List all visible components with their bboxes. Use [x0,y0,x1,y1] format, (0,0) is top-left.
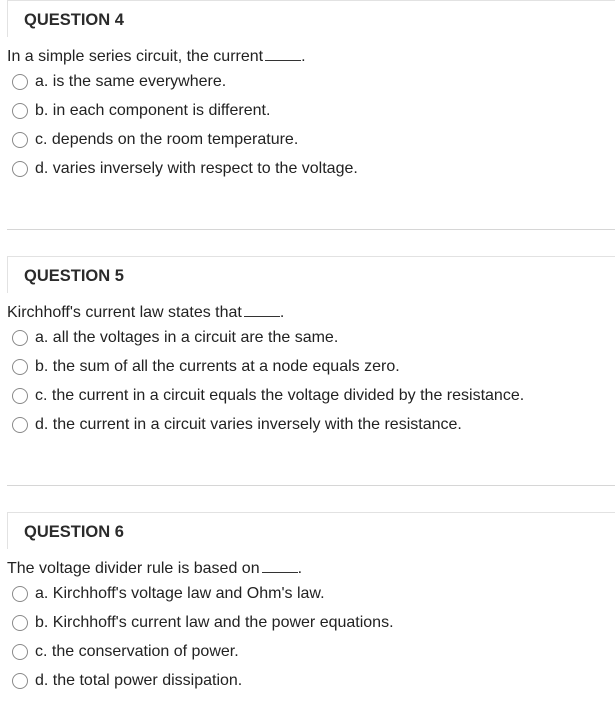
option-a[interactable] [12,582,325,606]
question-divider [7,485,615,486]
option-label: c. depends on the room temperature. [35,131,299,148]
radio-button-icon[interactable] [12,103,28,119]
option-b[interactable] [12,355,400,379]
radio-button-icon[interactable] [12,132,28,148]
answer-blank [265,48,301,61]
question-text: Kirchhoff's current law states that . [7,304,285,321]
option-c[interactable] [12,640,239,664]
option-d[interactable] [12,157,358,181]
option-label: b. Kirchhoff's current law and the power equations. [35,614,394,631]
option-c[interactable] [12,128,298,152]
option-d[interactable] [12,413,462,437]
question-prompt: In a simple series circuit, the current [7,48,264,65]
question-header [7,512,615,549]
question-header [7,256,615,293]
option-a[interactable] [12,70,226,94]
radio-button-icon[interactable] [12,586,28,602]
radio-button-icon[interactable] [12,388,28,404]
question-title: QUESTION 5 [24,267,124,285]
question-title: QUESTION 6 [24,523,124,541]
option-label: c. the conservation of power. [35,643,239,660]
question-text: In a simple series circuit, the current . [7,48,306,65]
answer-blank [244,304,280,317]
option-label: d. varies inversely with respect to the voltage. [35,160,358,177]
radio-button-icon[interactable] [12,615,28,631]
question-prompt: The voltage divider rule is based on [7,560,260,577]
answer-blank [262,560,298,573]
option-label: c. the current in a circuit equals the voltage divided by the resistance. [35,387,525,404]
option-label: d. the current in a circuit varies inversely with the resistance. [35,416,462,433]
option-c[interactable] [12,384,524,408]
option-label: b. the sum of all the currents at a node equals zero. [35,358,400,375]
question-header [7,0,615,37]
option-label: a. Kirchhoff's voltage law and Ohm's law. [35,585,325,602]
option-b[interactable] [12,99,270,123]
radio-button-icon[interactable] [12,417,28,433]
radio-button-icon[interactable] [12,359,28,375]
question-title: QUESTION 4 [24,11,124,29]
radio-button-icon[interactable] [12,330,28,346]
option-label: b. in each component is different. [35,102,271,119]
option-d[interactable] [12,669,242,693]
option-label: a. all the voltages in a circuit are the same. [35,329,339,346]
option-label: a. is the same everywhere. [35,73,227,90]
radio-button-icon[interactable] [12,673,28,689]
option-label: d. the total power dissipation. [35,672,243,689]
question-divider [7,229,615,230]
radio-button-icon[interactable] [12,74,28,90]
option-a[interactable] [12,326,338,350]
option-b[interactable] [12,611,394,635]
radio-button-icon[interactable] [12,161,28,177]
question-text: The voltage divider rule is based on . [7,560,303,577]
radio-button-icon[interactable] [12,644,28,660]
question-prompt: Kirchhoff's current law states that [7,304,242,321]
